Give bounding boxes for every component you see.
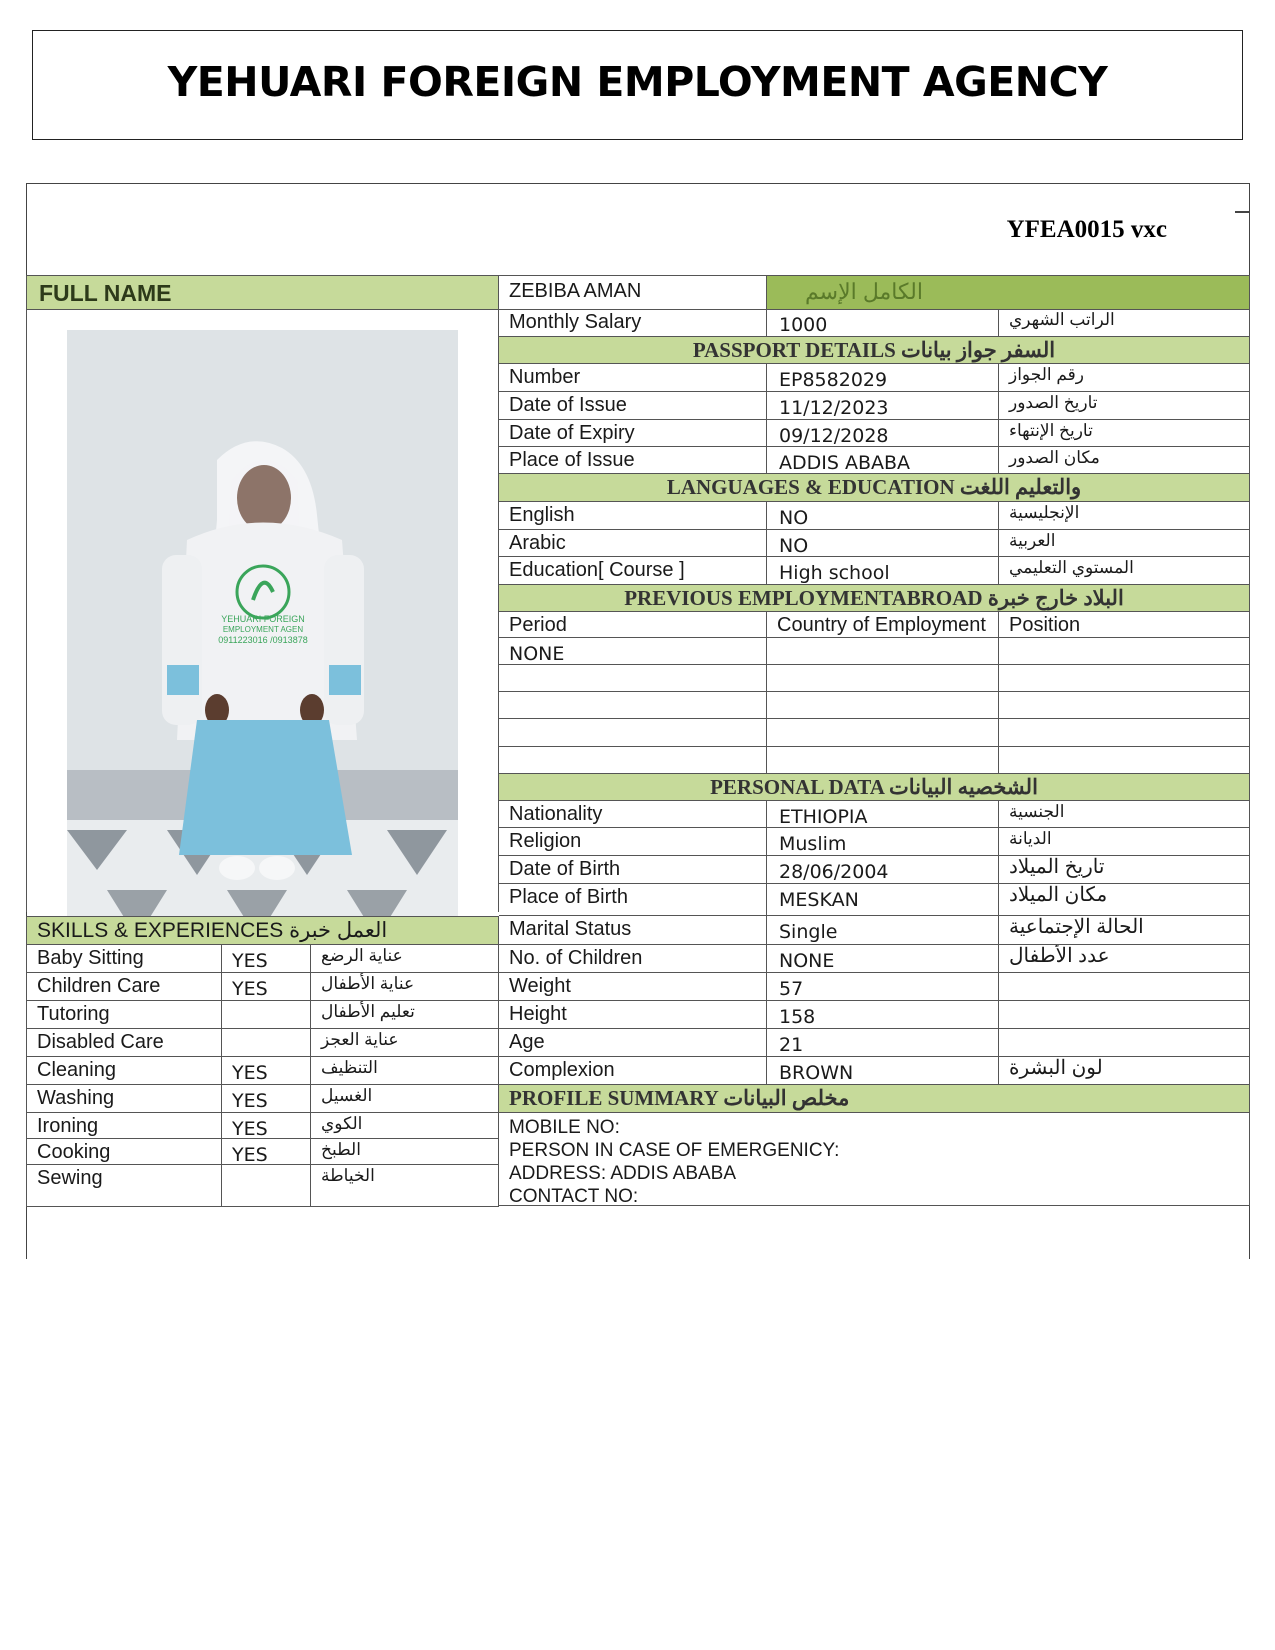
profile-line: CONTACT NO: <box>509 1186 639 1206</box>
full-name-label: FULL NAME <box>39 280 172 306</box>
full-name-arabic-cell <box>767 276 1250 310</box>
personal-value: 158 <box>779 1006 816 1028</box>
employment-column-header: Country of Employment <box>777 614 986 636</box>
personal-value: 57 <box>779 978 804 1000</box>
personal-label: Age <box>509 1031 545 1053</box>
personal-label: Complexion <box>509 1059 615 1081</box>
skill-value <box>222 1165 310 1169</box>
skill-value <box>222 1029 310 1033</box>
passport-value: 11/12/2023 <box>779 397 889 419</box>
personal-value: ETHIOPIA <box>779 806 868 828</box>
language-label: Arabic <box>509 532 566 554</box>
corner-tick <box>1235 211 1249 213</box>
language-arabic: المستوي التعليمي <box>1009 558 1134 577</box>
skill-arabic: عناية الأطفال <box>321 974 415 993</box>
personal-value: MESKAN <box>779 889 859 911</box>
employment-cell <box>999 747 1250 774</box>
personal-label: Date of Birth <box>509 858 621 880</box>
employment-cell <box>767 747 999 774</box>
personal-value: Muslim <box>779 833 847 855</box>
employment-column-header: Period <box>509 614 567 636</box>
reference-code: YFEA0015 vxc <box>1006 216 1167 243</box>
employment-cell: NONE <box>509 643 565 665</box>
skill-arabic: تعليم الأطفال <box>321 1002 415 1021</box>
language-arabic: الإنجليسية <box>1009 503 1080 522</box>
skill-arabic: الخياطة <box>321 1166 375 1185</box>
shirt-text-2: EMPLOYMENT AGEN <box>222 625 304 634</box>
personal-arabic: لون البشرة <box>1009 1057 1103 1079</box>
personal-arabic: الديانة <box>1009 829 1052 848</box>
employment-cell <box>999 638 1249 642</box>
personal-label: Marital Status <box>509 918 632 940</box>
skill-arabic: عناية العجز <box>321 1030 399 1049</box>
personal-arabic: الحالة الإجتماعية <box>1009 916 1144 938</box>
personal-value: 21 <box>779 1034 804 1056</box>
profile-summary-body <box>499 1113 1250 1206</box>
personal-label: Place of Birth <box>509 886 628 908</box>
employment-cell <box>767 719 999 747</box>
language-label: English <box>509 504 575 526</box>
profile-heading: PROFILE SUMMARY مخلص البيانات <box>509 1086 850 1110</box>
salary-arabic: الراتب الشهري <box>1009 310 1115 329</box>
employment-cell <box>499 719 767 747</box>
passport-value: ADDIS ABABA <box>779 452 911 474</box>
skill-arabic: الغسيل <box>321 1086 373 1105</box>
employment-column-header: Position <box>1009 614 1081 636</box>
language-value: NO <box>779 535 809 557</box>
personal-value: Single <box>779 921 838 943</box>
employment-cell <box>499 692 767 719</box>
personal-heading: PERSONAL DATA الشخصيه البيانات <box>710 775 1038 799</box>
passport-arabic: رقم الجواز <box>1009 365 1084 384</box>
header-box <box>32 30 1243 140</box>
full-name-value: ZEBIBA AMAN <box>509 280 642 302</box>
skill-label: Cooking <box>37 1141 111 1163</box>
skill-label: Children Care <box>37 975 161 997</box>
skill-label: Baby Sitting <box>37 947 144 969</box>
skill-label: Ironing <box>37 1115 99 1137</box>
skill-label: Disabled Care <box>37 1031 164 1053</box>
personal-label: Weight <box>509 975 571 997</box>
personal-arabic: تاريخ الميلاد <box>1009 856 1105 878</box>
employment-cell <box>767 692 999 719</box>
agency-title: YEHUARI FOREIGN EMPLOYMENT AGENCY <box>167 58 1108 106</box>
full-name-value-cell <box>499 276 767 310</box>
employment-cell <box>999 719 1250 747</box>
skill-value: YES <box>232 1144 268 1165</box>
passport-label: Date of Issue <box>509 394 627 416</box>
personal-value: NONE <box>779 950 835 972</box>
skill-label: Washing <box>37 1087 115 1109</box>
passport-label: Place of Issue <box>509 449 635 471</box>
personal-arabic: مكان الميلاد <box>1009 884 1108 906</box>
personal-label: No. of Children <box>509 947 643 969</box>
skill-value: YES <box>232 1118 268 1139</box>
passport-arabic: مكان الصدور <box>1009 448 1100 467</box>
skill-value: YES <box>232 950 268 972</box>
passport-value: EP8582029 <box>779 369 888 391</box>
skill-arabic: التنظيف <box>321 1058 378 1077</box>
languages-heading: LANGUAGES & EDUCATION والتعليم اللغت <box>666 475 1082 499</box>
employment-cell <box>767 638 998 642</box>
personal-value: 28/06/2004 <box>779 861 889 883</box>
full-name-label-cell <box>26 276 499 310</box>
personal-value: BROWN <box>779 1062 854 1084</box>
passport-value: 09/12/2028 <box>779 425 889 447</box>
language-label: Education[ Course ] <box>509 559 685 581</box>
skill-label: Cleaning <box>37 1059 116 1081</box>
skill-label: Sewing <box>37 1167 103 1189</box>
personal-label: Height <box>509 1003 567 1025</box>
language-arabic: العربية <box>1009 531 1056 550</box>
personal-arabic: عدد الأطفال <box>1009 945 1110 967</box>
skill-label: Tutoring <box>37 1003 110 1025</box>
salary-value: 1000 <box>779 314 828 336</box>
skills-heading: SKILLS & EXPERIENCES العمل خبرة <box>37 919 388 942</box>
skill-value: YES <box>232 1062 268 1084</box>
skill-value <box>222 1001 310 1005</box>
skill-arabic: الطبخ <box>321 1140 361 1159</box>
profile-line: MOBILE NO: <box>509 1117 620 1138</box>
shirt-text-1: YEHUARI FOREIGN <box>221 614 305 624</box>
passport-label: Number <box>509 366 581 388</box>
shirt-text-3: 0911223016 /0913878 <box>218 635 308 645</box>
personal-label: Religion <box>509 830 582 852</box>
employment-heading: PREVIOUS EMPLOYMENTABROAD البلاد خارج خبرة <box>624 586 1124 610</box>
employment-cell <box>999 665 1250 692</box>
salary-label: Monthly Salary <box>509 311 642 333</box>
skill-value: YES <box>232 1090 268 1112</box>
profile-line: PERSON IN CASE OF EMERGENICY: <box>509 1140 840 1161</box>
passport-heading: PASSPORT DETAILS السفر جواز بيانات <box>692 338 1056 362</box>
employment-cell <box>767 665 999 692</box>
skill-value: YES <box>232 978 268 1000</box>
full-name-arabic: الكامل الإسم <box>805 279 923 304</box>
passport-arabic: تاريخ الصدور <box>1009 393 1098 412</box>
skill-arabic: عناية الرضع <box>321 946 403 965</box>
passport-label: Date of Expiry <box>509 422 635 444</box>
personal-label: Nationality <box>509 803 603 825</box>
language-value: High school <box>779 562 890 584</box>
passport-arabic: تاريخ الإنتهاء <box>1009 421 1093 440</box>
profile-line: ADDRESS: ADDIS ABABA <box>509 1163 737 1184</box>
employment-cell <box>999 692 1250 719</box>
language-value: NO <box>779 507 809 529</box>
photo-frame <box>26 309 499 912</box>
employment-cell <box>499 665 767 692</box>
personal-arabic: الجنسية <box>1009 802 1065 821</box>
skill-arabic: الكوي <box>321 1114 363 1133</box>
employment-cell <box>499 747 767 774</box>
